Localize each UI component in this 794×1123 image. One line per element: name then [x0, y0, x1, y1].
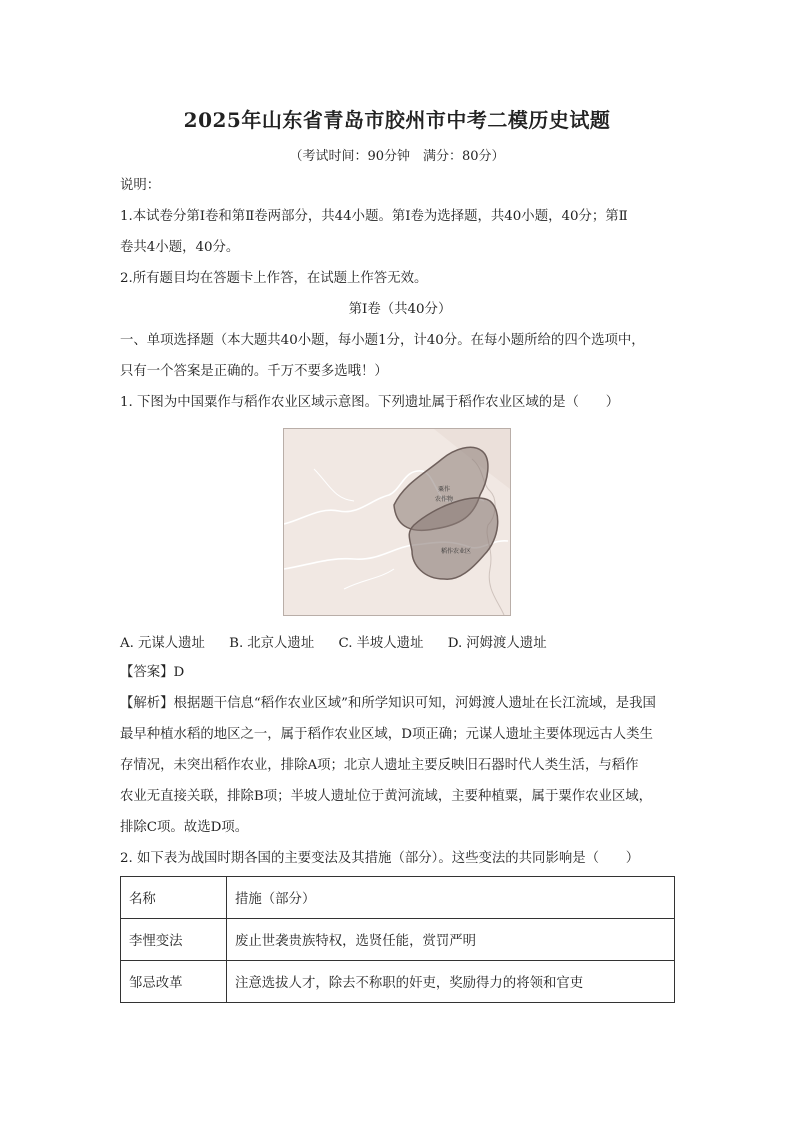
section-intro-line-1: 一、单项选择题（本大题共40小题，每小题1分，计40分。在每小题所给的四个选项中，	[120, 333, 645, 348]
analysis-line-2: 最早种植水稻的地区之一，属于稻作农业区域，D项正确；元谋人遗址主要体现远古人类生	[120, 727, 653, 742]
millet-label-line-2: 农作物	[434, 496, 454, 503]
section-heading: 第Ⅰ卷（共40分）	[348, 302, 452, 317]
agriculture-region-map	[283, 428, 511, 616]
page-title: 2025年山东省青岛市胶州市中考二模历史试题	[183, 108, 611, 132]
table-header-row	[121, 877, 675, 919]
exam-time-note: （考试时间：90分钟 满分：80分）	[289, 149, 505, 164]
option-d: D. 河姆渡人遗址	[447, 636, 547, 651]
reforms-table	[120, 876, 675, 1003]
option-a: A. 元谋人遗址	[120, 636, 205, 651]
question-2-stem: 2. 如下表为战国时期各国的主要变法及其措施（部分）。这些变法的共同影响是（ ）	[120, 851, 640, 866]
millet-label-line-1: 粟作	[437, 486, 451, 493]
table-cell: 李悝变法	[121, 919, 227, 961]
rice-label: 稻作农业区	[440, 548, 472, 555]
analysis-line-5: 排除C项。故选D项。	[120, 820, 249, 835]
option-b: B. 北京人遗址	[229, 636, 315, 651]
table-row	[121, 961, 675, 1003]
table-header-cell: 措施（部分）	[227, 877, 675, 919]
table-header-cell: 名称	[121, 877, 227, 919]
instructions-line-2: 卷共4小题，40分。	[120, 240, 240, 255]
table-cell: 废止世袭贵族特权，选贤任能，赏罚严明	[227, 919, 675, 961]
instructions-line-1: 1.本试卷分第Ⅰ卷和第Ⅱ卷两部分，共44小题。第Ⅰ卷为选择题，共40小题，40分；第Ⅱ	[120, 209, 628, 224]
instructions-heading: 说明：	[120, 178, 161, 193]
table-cell: 邹忌改革	[121, 961, 227, 1003]
instructions-line-3: 2.所有题目均在答题卡上作答，在试题上作答无效。	[120, 271, 428, 286]
section-intro-line-2: 只有一个答案是正确的。千万不要多选哦！）	[120, 364, 388, 379]
table-cell: 注意选拔人才，除去不称职的奸吏，奖励得力的将领和官吏	[227, 961, 675, 1003]
option-c: C. 半坡人遗址	[338, 636, 424, 651]
analysis-line-4: 农业无直接关联，排除B项；半坡人遗址位于黄河流域，主要种植粟，属于粟作农业区域，	[120, 789, 653, 804]
table-row	[121, 919, 675, 961]
question-1-answer: 【答案】D	[120, 665, 185, 680]
analysis-line-3: 存情况，未突出稻作农业，排除A项；北京人遗址主要反映旧石器时代人类生活，与稻作	[120, 758, 639, 773]
analysis-line-1: 【解析】根据题干信息“稻作农业区域”和所学知识可知，河姆渡人遗址在长江流域，是我国	[120, 696, 656, 711]
question-1-options	[120, 632, 567, 651]
question-1-stem: 1. 下图为中国粟作与稻作农业区域示意图。下列遗址属于稻作农业区域的是（ ）	[120, 395, 620, 410]
